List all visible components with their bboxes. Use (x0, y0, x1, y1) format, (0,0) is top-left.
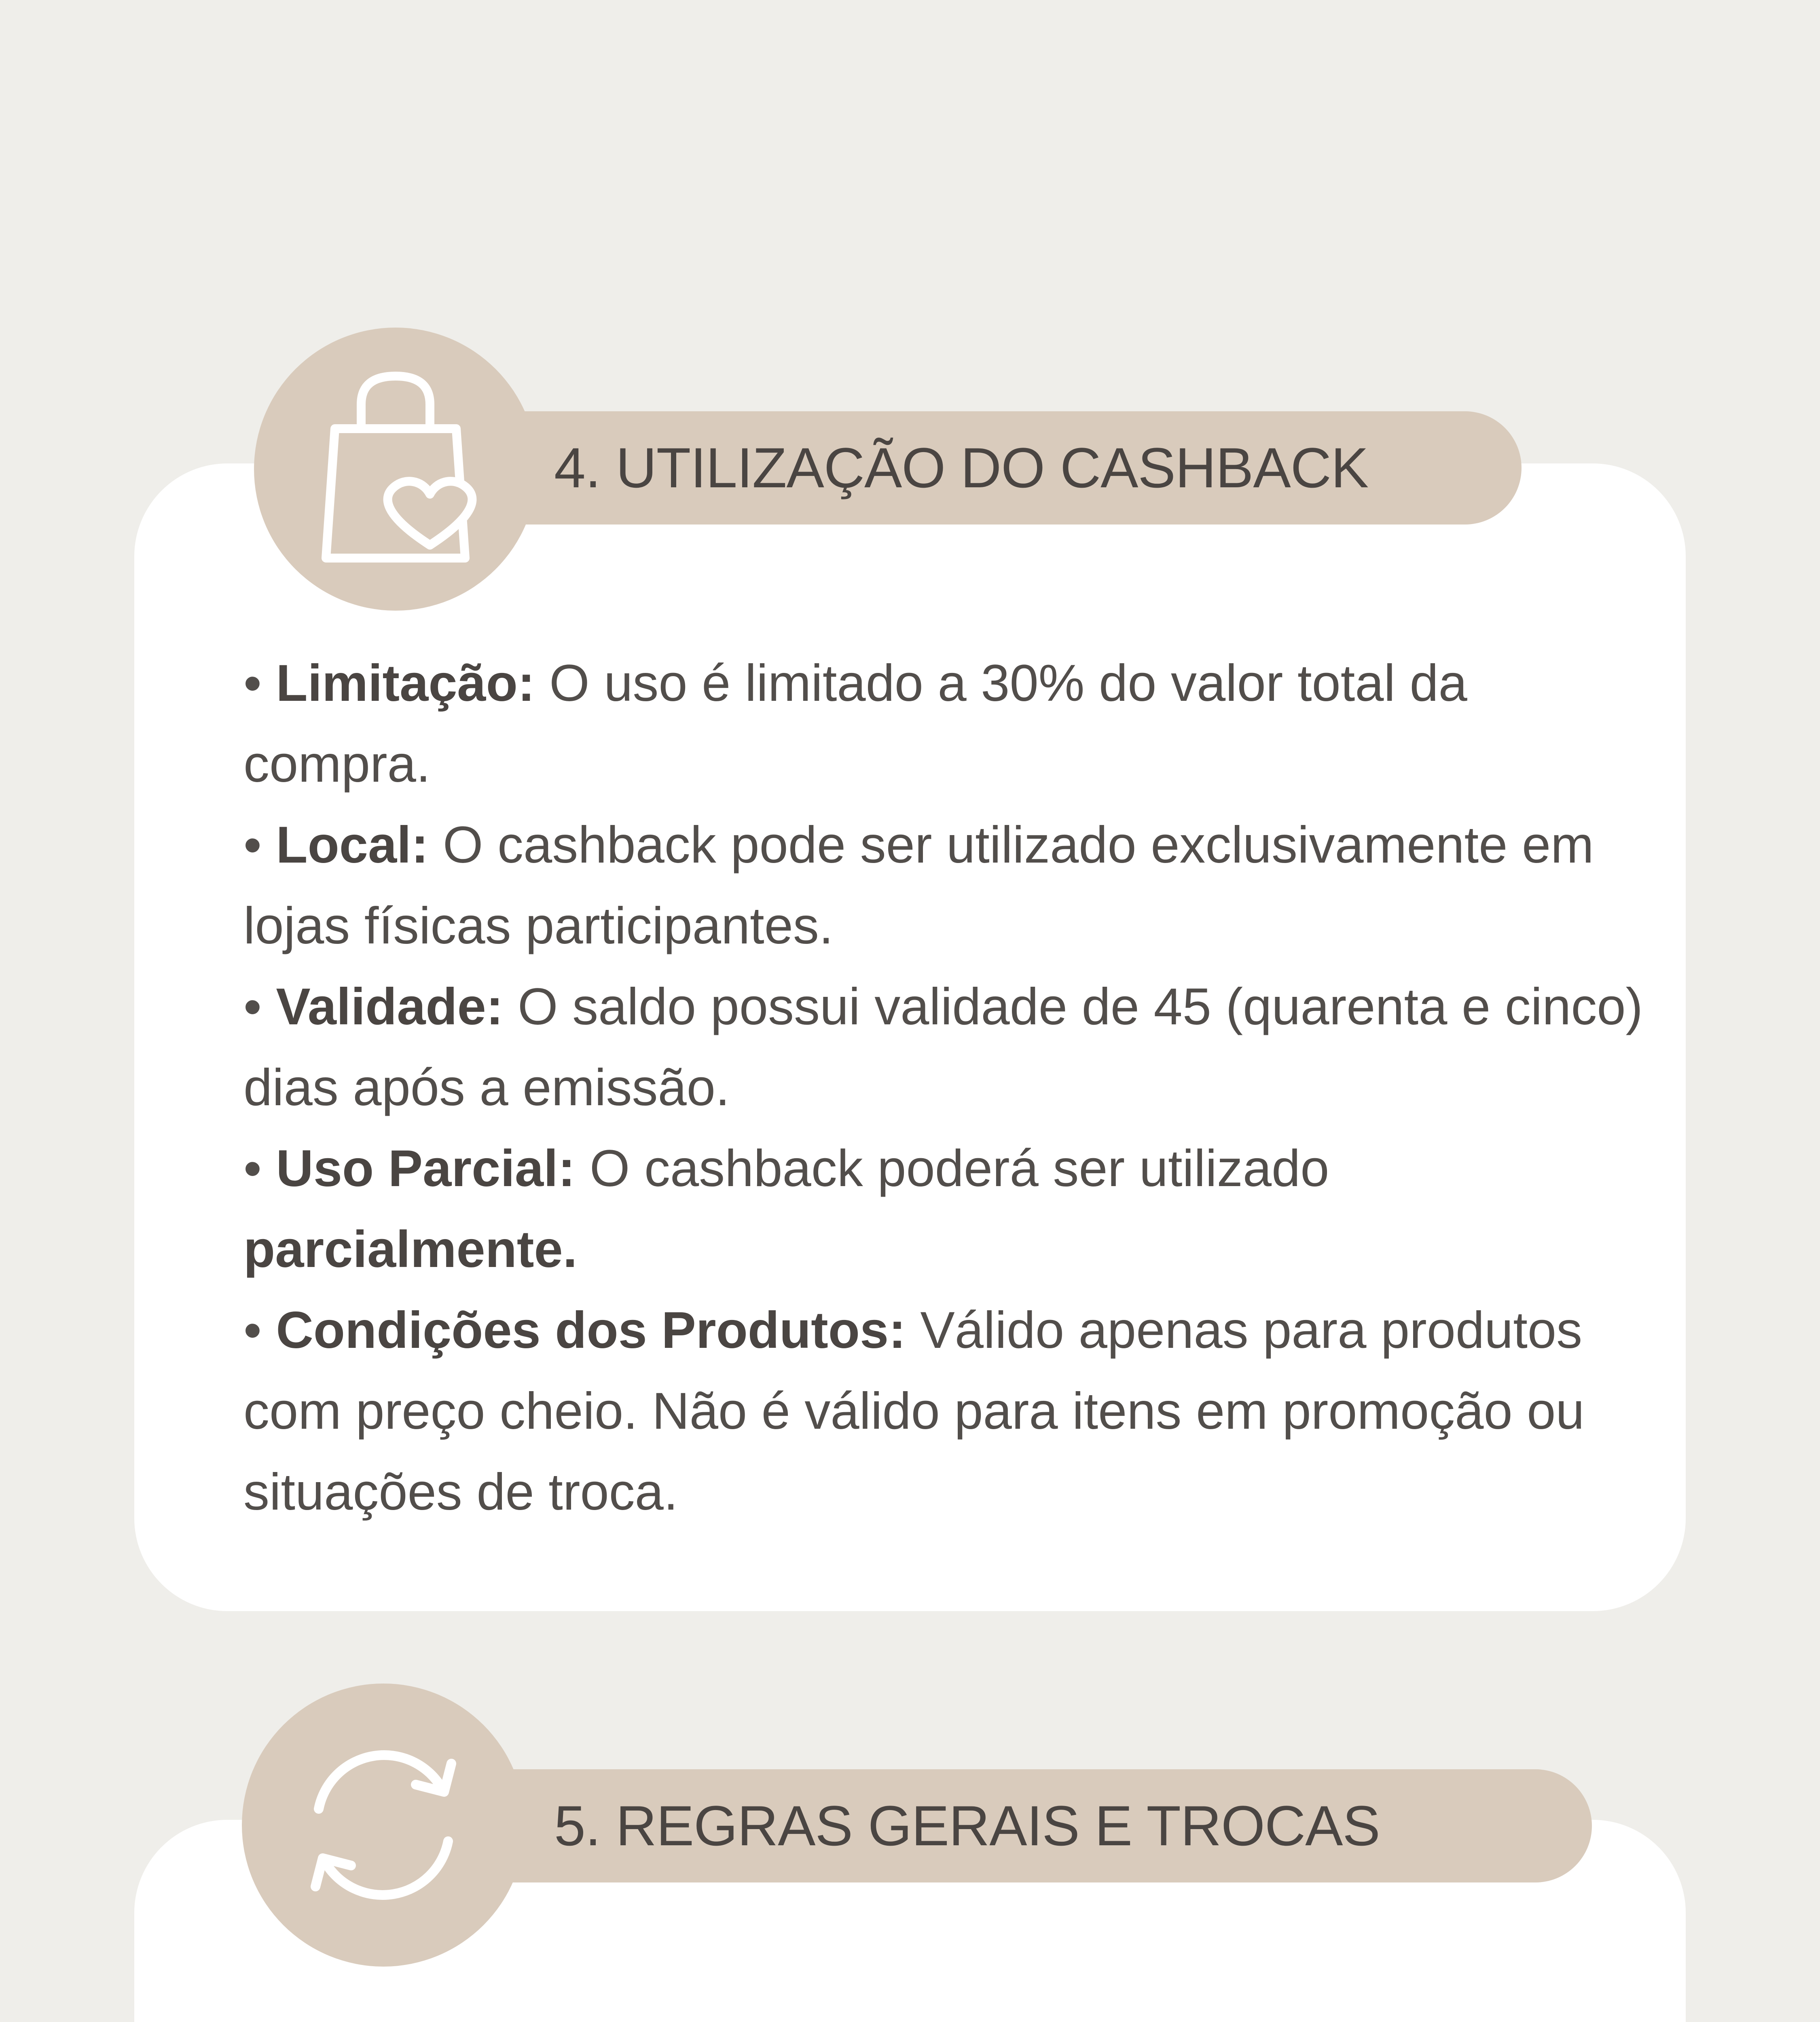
section-4-title: 4. UTILIZAÇÃO DO CASHBACK (368, 411, 1522, 525)
item-text: O cashback poderá ser utilizado (575, 1140, 1329, 1197)
item-label: Validade: (276, 978, 504, 1036)
shopping-bag-heart-icon (254, 328, 537, 611)
list-item: • Limitação: O uso é limitado a 30% do valor total da compra. (243, 654, 1467, 793)
item-label: Limitação: (276, 654, 535, 712)
item-text: O saldo possui validade de 45 (quarenta e cinco) dias após a emissão. (243, 978, 1643, 1117)
item-text: O uso é limitado a 30% do valor total da compra. (243, 654, 1467, 793)
section-4-content (243, 643, 1659, 1533)
item-text: O cashback pode ser utilizado exclusivamente em lojas físicas participantes. (243, 816, 1594, 955)
section-5-title: 5. REGRAS GERAIS E TROCAS (368, 1769, 1592, 1882)
list-item: • Condições dos Produtos: Válido apenas para produtos com preço cheio. Não é válido para itens em promoção ou situações de troca. (243, 1301, 1585, 1521)
refresh-arrows-icon (242, 1684, 525, 1967)
item-label: Condições dos Produtos: (276, 1301, 906, 1359)
item-text: Válido apenas para produtos com preço cheio. Não é válido para itens em promoção ou situações de troca. (243, 1301, 1585, 1521)
list-item: • Local: O cashback pode ser utilizado exclusivamente em lojas físicas participantes. (243, 816, 1594, 955)
list-item: • Validade: O saldo possui validade de 45 (quarenta e cinco) dias após a emissão. (243, 978, 1643, 1117)
item-label: Local: (276, 816, 429, 874)
list-item: • Uso Parcial: O cashback poderá ser utilizado parcialmente. (243, 1140, 1329, 1278)
item-label: Uso Parcial: (276, 1140, 576, 1197)
item-emphasis: parcialmente. (243, 1220, 578, 1278)
